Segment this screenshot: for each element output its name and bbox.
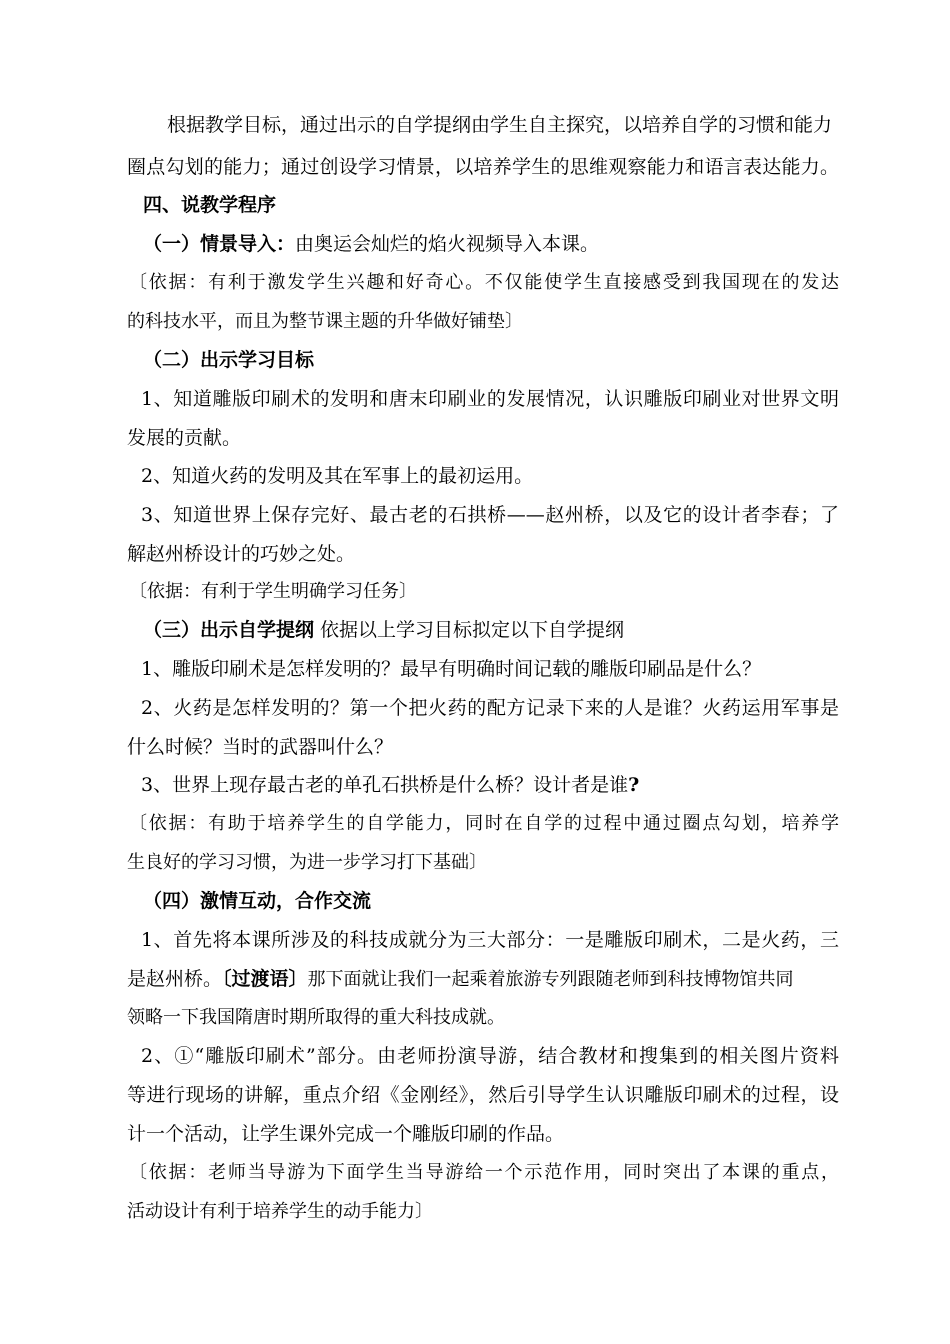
list-item [127,967,839,992]
subsection-line [143,618,855,642]
basis-note: 〔依据：有助于培养学生的自学能力，同时在自学的过程中通过圈点勾划，培养学 [129,813,839,834]
subsection-text: 依据以上学习目标拟定以下自学提纲 [314,619,625,641]
subsection-text: 由奥运会灿烂的焰火视频导入本课。 [295,233,600,255]
list-item: 1、知道雕版印刷术的发明和唐末印刷业的发展情况，认识雕版印刷业对世界文明 [141,388,839,410]
transition-label: 〔过渡语〕 [222,968,308,990]
basis-note: 〔依据：有利于激发学生兴趣和好奇心。不仅能使学生直接感受到我国现在的发达 [129,272,839,293]
paragraph-line: 圈点勾划的能力；通过创设学习情景，以培养学生的思维观察能力和语言表达能力。 [127,156,839,178]
list-text: 是赵州桥。 [127,968,223,990]
list-item [141,773,853,797]
list-item: 2、火药是怎样发明的？第一个把火药的配方记录下来的人是谁？火药运用军事是 [141,697,839,719]
section-heading: 四、说教学程序 [143,194,277,216]
basis-note: 的科技水平，而且为整节课主题的升华做好铺垫〕 [127,311,523,332]
list-item: 2、知道火药的发明及其在军事上的最初运用。 [141,465,534,487]
list-item: 1、首先将本课所涉及的科技成就分为三大部分：一是雕版印刷术，二是火药，三 [141,929,839,951]
list-item: 等进行现场的讲解，重点介绍《金刚经》，然后引导学生认识雕版印刷术的过程，设 [127,1084,839,1106]
list-item: 3、知道世界上保存完好、最古老的石拱桥——赵州桥，以及它的设计者李春；了 [141,504,839,526]
list-item: 发展的贡献。 [127,427,242,449]
paragraph-line: 根据教学目标，通过出示的自学提纲由学生自主探究，以培养自学的习惯和能力 [167,114,833,136]
basis-note: 〔依据：老师当导游为下面学生当导游给一个示范作用，同时突出了本课的重点， [129,1162,839,1183]
subsection-heading: （三）出示自学提纲 [143,619,315,641]
subsection-heading: （一）情景导入： [143,233,296,255]
basis-note: 生良好的学习习惯，为进一步学习打下基础〕 [127,852,487,873]
subsection-heading: （二）出示学习目标 [143,349,315,371]
question-mark: ? [628,774,640,796]
list-item: 1、雕版印刷术是怎样发明的？最早有明确时间记载的雕版印刷品是什么？ [141,658,762,680]
list-item: 什么时候？当时的武器叫什么？ [127,736,394,758]
basis-note: 活动设计有利于培养学生的动手能力〕 [127,1201,433,1222]
list-item: 计一个活动，让学生课外完成一个雕版印刷的作品。 [127,1123,565,1145]
list-item: 解赵州桥设计的巧妙之处。 [127,543,356,565]
basis-note: 〔依据：有利于学生明确学习任务〕 [129,581,417,602]
question-text: 3、世界上现存最古老的单孔石拱桥是什么桥？设计者是谁 [141,774,629,796]
list-item: 2、①“雕版印刷术”部分。由老师扮演导游，结合教材和搜集到的相关图片资料 [141,1045,839,1067]
transition-text: 那下面就让我们一起乘着旅游专列跟随老师到科技博物馆共同 [307,969,794,990]
subsection-heading: （四）激情互动，合作交流 [143,890,372,912]
list-item: 领略一下我国隋唐时期所取得的重大科技成就。 [127,1007,505,1028]
subsection-line [143,232,855,256]
